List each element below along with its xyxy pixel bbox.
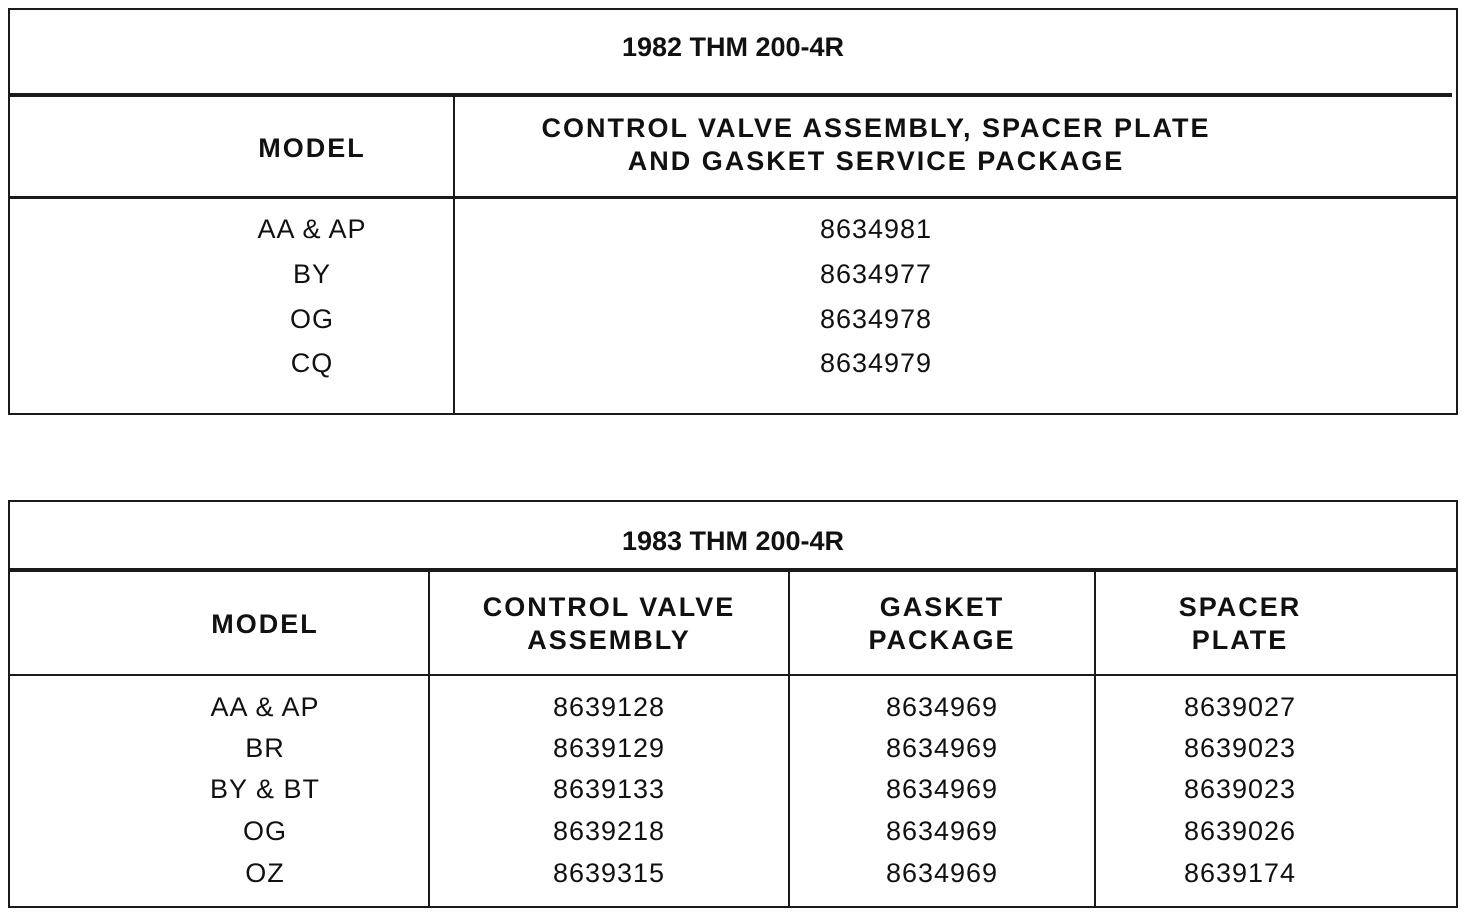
table-row-package: 8634977 xyxy=(819,259,933,289)
table-row-package: 8634981 xyxy=(819,214,933,244)
column-header-gasket-line2: PACKAGE xyxy=(868,625,1016,655)
table-row-spacer: 8639023 xyxy=(1183,774,1297,804)
table-row-gasket: 8634969 xyxy=(885,816,999,846)
column-header-control-valve-line2: ASSEMBLY xyxy=(527,625,691,655)
column-header-package-line2: AND GASKET SERVICE PACKAGE xyxy=(627,146,1125,176)
table-row-model: AA & AP xyxy=(210,692,320,722)
table-row-gasket: 8634969 xyxy=(885,774,999,804)
column-header-gasket-line1: GASKET xyxy=(879,592,1005,622)
table-row-model: CQ xyxy=(290,348,334,378)
column-header-model: MODEL xyxy=(211,609,319,639)
column-header-package-line1: CONTROL VALVE ASSEMBLY, SPACER PLATE xyxy=(541,113,1211,143)
table-row-control-valve: 8639315 xyxy=(552,858,666,888)
table-row-spacer: 8639174 xyxy=(1183,858,1297,888)
table-1983 xyxy=(8,500,1458,908)
divider xyxy=(10,196,1456,199)
table-row-control-valve: 8639129 xyxy=(552,733,666,763)
column-header-spacer-line1: SPACER xyxy=(1178,592,1302,622)
table-title: 1982 THM 200-4R xyxy=(621,32,845,62)
column-header-spacer-line2: PLATE xyxy=(1191,625,1289,655)
column-header-model: MODEL xyxy=(258,133,366,163)
table-row-model: OG xyxy=(242,816,287,846)
table-row-gasket: 8634969 xyxy=(885,733,999,763)
table-row-model: BR xyxy=(245,733,285,763)
table-row-spacer: 8639023 xyxy=(1183,733,1297,763)
table-title: 1983 THM 200-4R xyxy=(621,526,845,556)
table-row-model: AA & AP xyxy=(257,214,367,244)
table-1982 xyxy=(8,8,1458,415)
table-row-package: 8634978 xyxy=(819,304,933,334)
divider xyxy=(10,674,1456,676)
table-row-gasket: 8634969 xyxy=(885,692,999,722)
table-row-control-valve: 8639218 xyxy=(552,816,666,846)
divider xyxy=(10,93,1452,97)
table-row-package: 8634979 xyxy=(819,348,933,378)
table-row-spacer: 8639026 xyxy=(1183,816,1297,846)
table-row-control-valve: 8639133 xyxy=(552,774,666,804)
table-row-model: BY & BT xyxy=(209,774,321,804)
divider xyxy=(10,568,1456,572)
table-row-model: BY xyxy=(292,259,332,289)
table-row-model: OG xyxy=(289,304,334,334)
table-row-model: OZ xyxy=(245,858,285,888)
table-row-gasket: 8634969 xyxy=(885,858,999,888)
table-row-control-valve: 8639128 xyxy=(552,692,666,722)
table-row-spacer: 8639027 xyxy=(1183,692,1297,722)
column-header-control-valve-line1: CONTROL VALVE xyxy=(482,592,736,622)
